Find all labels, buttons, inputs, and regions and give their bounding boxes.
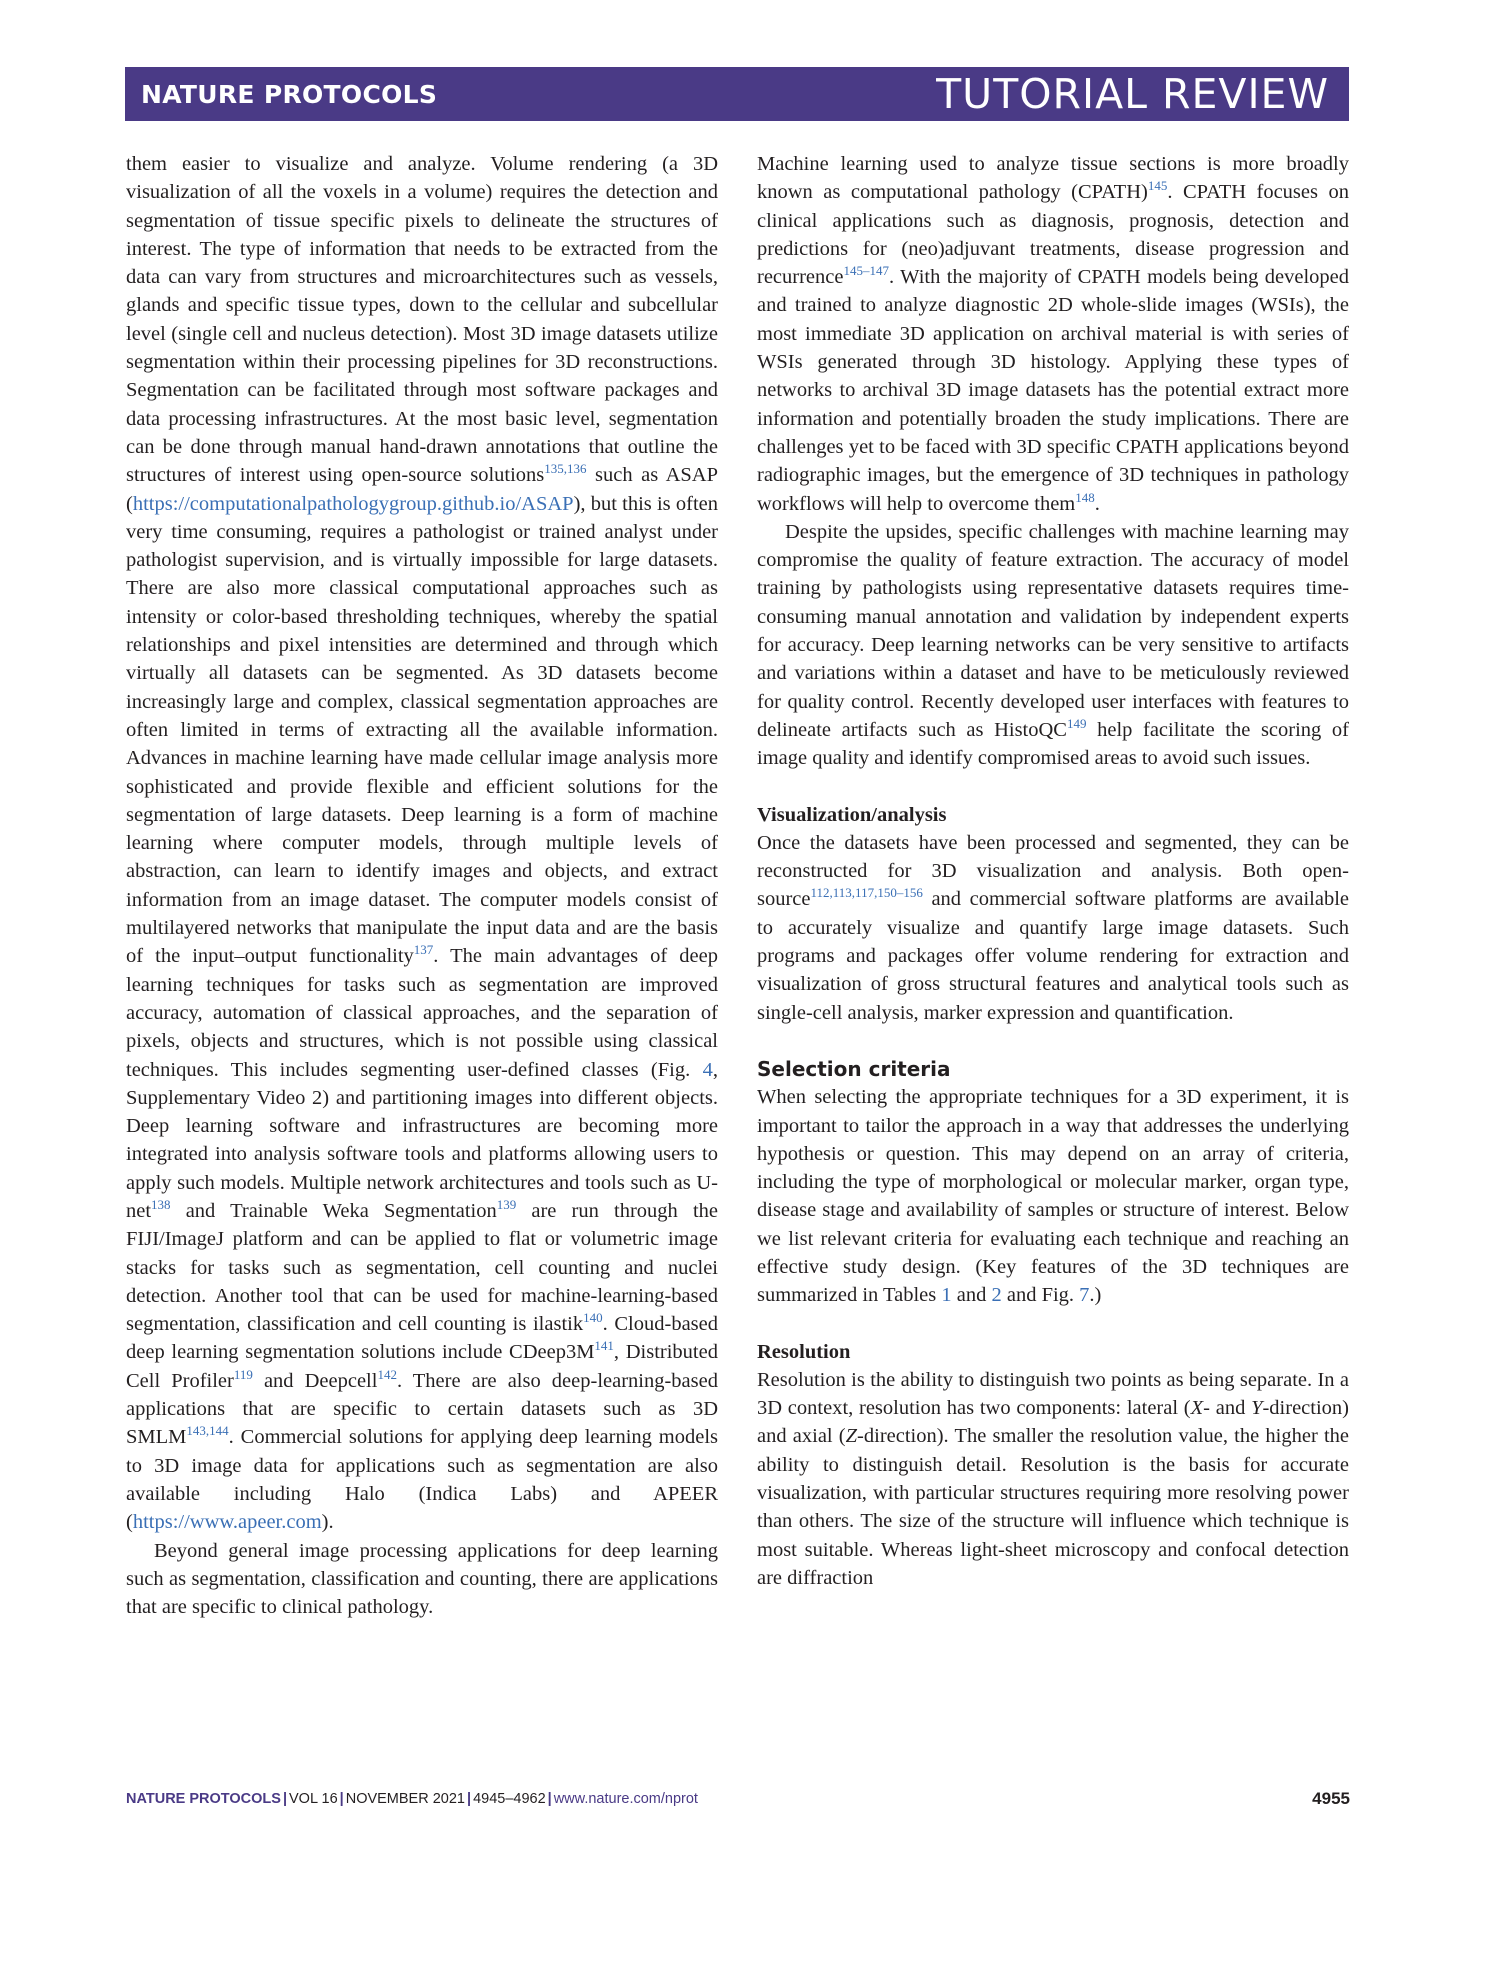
- table-ref[interactable]: 2: [991, 1284, 1002, 1307]
- citation[interactable]: 140: [583, 1310, 603, 1326]
- page-header-bar: [125, 67, 1349, 121]
- citation[interactable]: 142: [377, 1366, 397, 1382]
- footer-date: NOVEMBER 2021: [345, 1791, 465, 1807]
- right-column: [757, 150, 1349, 1592]
- footer-journal: NATURE PROTOCOLS: [126, 1791, 281, 1807]
- apeer-link[interactable]: https://www.apeer.com: [132, 1511, 322, 1534]
- asap-link[interactable]: https://computationalpathologygroup.github.io/ASAP: [132, 492, 574, 515]
- paragraph: Once the datasets have been processed and segmented, they can be reconstructed for 3D visualization and analysis. Both open-source$^{112,113,117,150-156}$ and commercial software platforms are available to accurately visualize and quantify large image datasets. Such programs and packages offer volume rendering for extraction and visualization of gross structural features and analytical tools such as single-cell analysis, marker expression and quantification.: [757, 831, 1349, 1024]
- journal-name: NATURE PROTOCOLS: [141, 80, 438, 109]
- paragraph: Machine learning used to analyze tissue sections is more broadly known as computational pathology (CPATH)$^{145}$. CPATH focuses on clinical applications such as diagnosis, prognosis, detection and predictions for (neo)adjuvant treatments, disease progression and recurrence$^{145-147}$. With the majority of CPATH models being developed and trained to analyze diagnostic 2D whole-slide images (WSIs), the most immediate 3D application on archival material is with series of WSIs generated through 3D histology. Applying these types of networks to archival 3D image datasets has the potential extract more information and potentially broaden the study implications. There are challenges yet to be faced with 3D specific CPATH applications beyond radiographic images, but the emergence of 3D techniques in pathology workflows will help to overcome them$^{148}$.: [757, 153, 1349, 515]
- citation[interactable]: 112,113,117,150–156: [810, 885, 923, 901]
- citation[interactable]: 145–147: [843, 263, 889, 279]
- footer-url[interactable]: www.nature.com/nprot: [553, 1791, 698, 1807]
- citation[interactable]: 145: [1147, 178, 1168, 194]
- paragraph: Resolution is the ability to distinguish two points as being separate. In a 3D context, resolution has two components: lateral (X- and Y-direction) and axial (Z-direction). The smaller the resolution value, the higher the ability to distinguish detail. Resolution is the basis for accurate visualization, with particular structures requiring more resolving power than others. The size of the structure will influence which technique is most suitable. Whereas light-sheet microscopy and confocal detection are diffraction: [757, 1368, 1350, 1589]
- footer-pages: 4945–4962: [473, 1791, 546, 1807]
- citation[interactable]: 143,144: [186, 1423, 229, 1439]
- page-number: 4955: [1312, 1789, 1350, 1808]
- subheading-resolution: Resolution: [757, 1340, 851, 1363]
- paragraph: Beyond general image processing applications for deep learning such as segmentation, classification and counting, there are applications that are specific to clinical pathology.: [126, 1539, 718, 1619]
- citation[interactable]: 138: [151, 1197, 171, 1213]
- citation[interactable]: 139: [496, 1197, 517, 1213]
- paragraph: When selecting the appropriate techniques for a 3D experiment, it is important to tailor the approach in a way that addresses the underlying hypothesis or question. This may depend on an array of criteria, including the type of morphological or molecular marker, organ type, disease stage and availability of samples or structure of interest. Below we list relevant criteria for evaluating each technique and reaching an effective study design. (Key features of the 3D techniques are summarized in Tables 1 and 2 and Fig. 7.): [757, 1086, 1349, 1307]
- citation[interactable]: 137: [413, 942, 434, 958]
- citation[interactable]: 119: [233, 1366, 253, 1382]
- left-column: [126, 150, 718, 1621]
- citation[interactable]: 149: [1066, 716, 1087, 732]
- figure-ref[interactable]: 7: [1079, 1284, 1090, 1307]
- heading-selection-criteria: Selection criteria: [757, 1056, 951, 1081]
- subheading-visualization: Visualization/analysis: [757, 803, 947, 826]
- citation[interactable]: 148: [1075, 489, 1095, 505]
- citation[interactable]: 141: [594, 1338, 614, 1354]
- citation[interactable]: 135,136: [544, 461, 587, 477]
- paragraph: them easier to visualize and analyze. Volume rendering (a 3D visualization of all the voxels in a volume) requires the detection and segmentation of tissue specific pixels to delineate the structures of interest. The type of information that needs to be extracted from the data can vary from structures and microarchitectures such as vessels, glands and specific tissue types, down to the cellular and subcellular level (single cell and nucleus detection). Most 3D image datasets utilize segmentation within their processing pipelines for 3D reconstructions. Segmentation can be facilitated through most software packages and data processing infrastructures. At the most basic level, segmentation can be done through manual hand-drawn annotations that outline the structures of interest using open-source solutions$^{135,136}$ such as ASAP (https://computationalpathologygroup.github.io/ASAP), but this is often very time consuming, requires a pathologist or trained analyst under pathologist supervision, and is virtually impossible for large datasets. There are also more classical computational approaches such as intensity or color-based thresholding techniques, whereby the spatial relationships and pixel intensities are determined and through which virtually all datasets can be segmented. As 3D datasets become increasingly large and complex, classical segmentation approaches are often limited in terms of extracting all the available information. Advances in machine learning have made cellular image analysis more sophisticated and provide flexible and efficient solutions for the segmentation of large datasets. Deep learning is a form of machine learning where computer models, through multiple levels of abstraction, can learn to identify images and objects, and extract information from an image dataset. The computer models consist of multilayered networks that manipulate the input data and are the basis of the input–output functionality$^{137}$. The main advantages of deep learning techniques for tasks such as segmentation are improved accuracy, automation of classical approaches, and the separation of pixels, objects and structures, which is not possible using classical techniques. This includes segmenting user-defined classes (Fig. 4, Supplementary Video 2) and partitioning images into different objects. Deep learning software and infrastructures are becoming more integrated into analysis software tools and platforms allowing users to apply such models. Multiple network architectures and tools such as U-net$^{138}$ and Trainable Weka Segmentation$^{139}$ are run through the FIJI/ImageJ platform and can be applied to flat or volumetric image stacks for tasks such as segmentation, cell counting and nuclei detection. Another tool that can be used for machine-learning-based segmentation, classification and cell counting is ilastik$^{140}$. Cloud-based deep learning segmentation solutions include $CDeep3M^{141}$, Distributed Cell Profiler$^{119}$ and Deepcell$^{142}$. There are also deep-learning-based applications that are specific to certain datasets such as 3D SMLM$^{143,144}$. Commercial solutions for applying deep learning models to 3D image data for applications such as segmentation are also available including Halo (Indica Labs) and APEER (https://www.apeer.com).: [126, 153, 718, 1534]
- page-footer: NATURE PROTOCOLS | VOL 16 | NOVEMBER 2021 | 4945–4962 | www.nature.com/nprot 4955: [126, 1789, 1350, 1808]
- footer-volume: VOL 16: [289, 1791, 338, 1807]
- table-ref[interactable]: 1: [941, 1284, 952, 1307]
- paragraph: Despite the upsides, specific challenges with machine learning may compromise the quality of feature extraction. The accuracy of model training by pathologists using representative datasets requires time-consuming manual annotation and validation by independent experts for accuracy. Deep learning networks can be very sensitive to artifacts and variations within a dataset and have to be meticulously reviewed for quality control. Recently developed user interfaces with features to delineate artifacts such as HistoQC$^{149}$ help facilitate the scoring of image quality and identify compromised areas to avoid such issues.: [757, 520, 1349, 770]
- section-label: TUTORIAL REVIEW: [936, 70, 1329, 118]
- figure-ref[interactable]: 4: [702, 1058, 713, 1081]
